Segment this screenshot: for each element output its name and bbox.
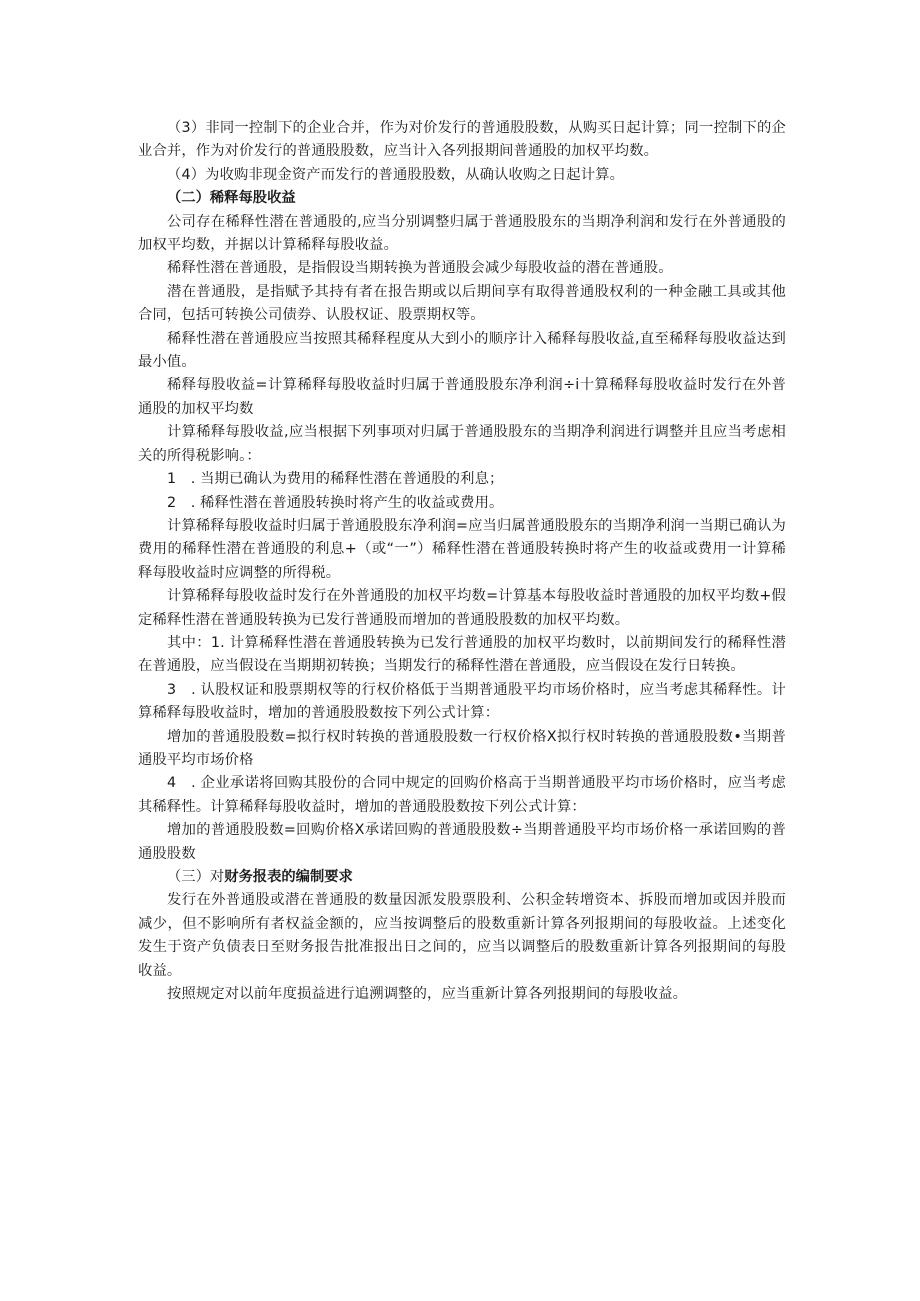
paragraph-dilutive-adjustment: 公司存在稀释性潜在普通股的,应当分别调整归属于普通股股东的当期净利润和发行在外普通股的加权平均数，并据以计算稀释每股收益。 bbox=[138, 213, 786, 254]
paragraph-conversion-timing: 其中：1. 计算稀释性潜在普通股转换为已发行普通股的加权平均数时，以前期间发行的稀释性潜在普通股，应当假设在当期期初转换；当期发行的稀释性潜在普通股，应当假设在发行日转换。 bbox=[138, 634, 786, 675]
paragraph-buyback-formula: 增加的普通股股数=回购价格X承诺回购的普通股股数÷当期普通股平均市场价格一承诺回购的普通股股数 bbox=[138, 822, 786, 862]
paragraph-diluted-eps-formula: 稀释每股收益=计算稀释每股收益时归属于普通股股东净利润÷i十算稀释每股收益时发行在外普通股的加权平均数 bbox=[138, 377, 786, 417]
paragraph-share-count-changes: 发行在外普通股或潜在普通股的数量因派发股票股利、公积金转增资本、拆股而增加或因并股而减少，但不影响所有者权益金额的，应当按调整后的股数重新计算各列报期间的每股收益。上述变化发生于资产负债表日至财务报告批准报出日之间的，应当以调整后的股数重新计算各列报期间的每股收益。 bbox=[138, 892, 786, 979]
paragraph-net-profit-adjustment: 计算稀释每股收益,应当根据下列事项对归属于普通股股东的当期净利润进行调整并且应当考虑相关的所得税影响。： bbox=[138, 424, 786, 464]
paragraph-net-profit-formula: 计算稀释每股收益时归属于普通股股东净利润=应当归属普通股股东的当期净利润一当期已确认为费用的稀释性潜在普通股的利息+（或“一”）稀释性潜在普通股转换时将产生的收益或费用一计算稀释每股收益时应调整的所得税。 bbox=[138, 517, 786, 581]
paragraph-potential-shares: 潜在普通股，是指赋予其持有者在报告期或以后期间享有取得普通股权利的一种金融工具或其他合同，包括可转换公司债券、认股权证、股票期权等。 bbox=[138, 283, 786, 324]
paragraph-noncash-assets: （4）为收购非现金资产而发行的普通股股数，从确认收购之日起计算。 bbox=[167, 166, 625, 183]
list-item-interest: 1 . 当期已确认为费用的稀释性潜在普通股的利息； bbox=[167, 471, 504, 488]
list-item-conversion-income: 2 . 稀释性潜在普通股转换时将产生的收益或费用。 bbox=[167, 494, 504, 511]
paragraph-warrants-formula: 增加的普通股股数=拟行权时转换的普通股股数一行权价格X拟行权时转换的普通股股数•当期普通股平均市场价格 bbox=[138, 728, 786, 768]
paragraph-retrospective-adjustment: 按照规定对以前年度损益进行追溯调整的，应当重新计算各列报期间的每股收益。 bbox=[167, 986, 688, 1003]
paragraph-buyback-commitment: 4 . 企业承诺将回购其股份的合同中规定的回购价格高于当期普通股平均市场价格时，应当考虑其稀释性。计算稀释每股收益时，增加的普通股股数按下列公式计算： bbox=[138, 775, 786, 815]
section-heading-diluted-eps: （二）稀释每股收益 bbox=[167, 190, 296, 207]
section-heading-prefix: （三）对 bbox=[167, 869, 225, 885]
paragraph-warrants-options: 3 . 认股权证和股票期权等的行权价格低于当期普通股平均市场价格时，应当考虑其稀释性。计算稀释每股收益时，增加的普通股股数按下列公式计算： bbox=[138, 681, 786, 722]
section-heading-reporting-requirements bbox=[138, 866, 786, 889]
paragraph-merger-shares: （3）非同一控制下的企业合并，作为对价发行的普通股股数，从购买日起计算；同一控制下的企业合并，作为对价发行的普通股股数，应当计入各列报期间普通股的加权平均数。 bbox=[138, 120, 786, 160]
paragraph-dilutive-definition: 稀释性潜在普通股，是指假设当期转换为普通股会减少每股收益的潜在普通股。 bbox=[167, 260, 673, 277]
section-heading-title: 财务报表的编制要求 bbox=[224, 869, 353, 885]
paragraph-dilution-order: 稀释性潜在普通股应当按照其稀释程度从大到小的顺序计入稀释每股收益,直至稀释每股收益达到最小值。 bbox=[138, 330, 786, 371]
document-body bbox=[138, 117, 786, 1006]
paragraph-weighted-average-formula: 计算稀释每股收益时发行在外普通股的加权平均数=计算基本每股收益时普通股的加权平均数+假定稀释性潜在普通股转换为已发行普通股而增加的普通股股数的加权平均数。 bbox=[138, 588, 786, 628]
